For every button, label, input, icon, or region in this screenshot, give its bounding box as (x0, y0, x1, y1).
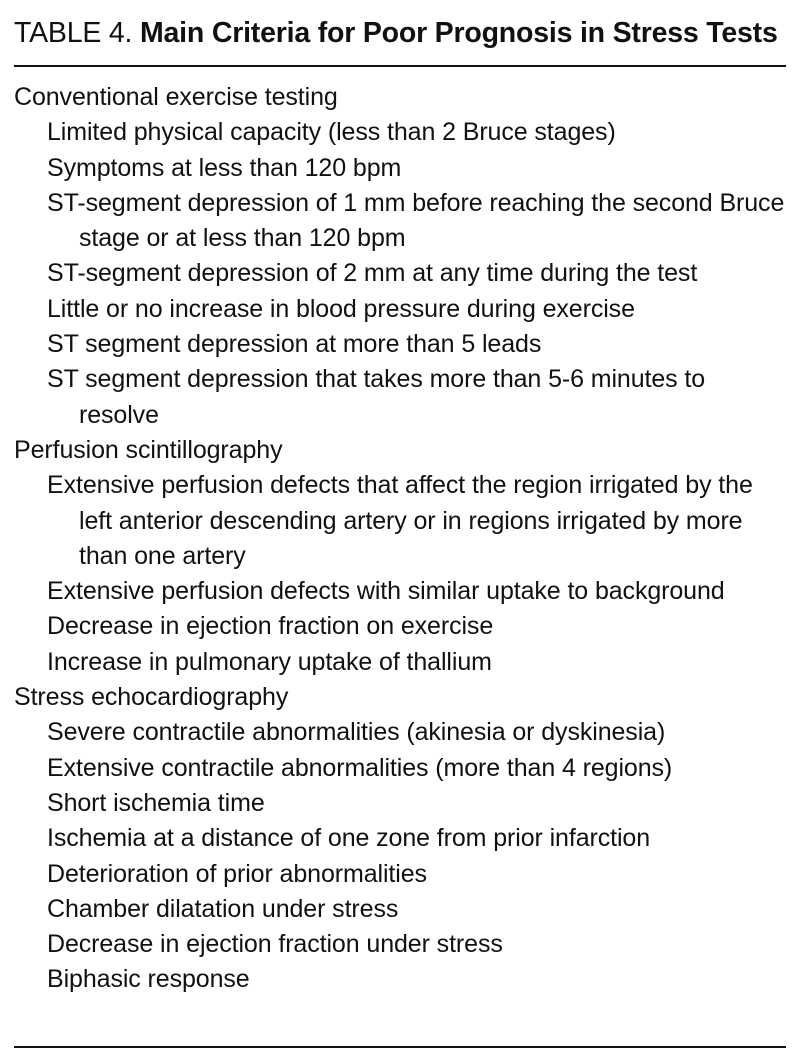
table-row: Little or no increase in blood pressure during exercise (47, 294, 635, 323)
table-row: ST-segment depression of 2 mm at any time during the test (47, 259, 698, 288)
table-caption (14, 0, 786, 53)
table-row: ST-segment depression of 1 mm before reaching the second Bruce stage or at less than 120 bpm (47, 188, 785, 253)
table-row: Extensive contractile abnormalities (more than 4 regions) (47, 753, 673, 782)
table-row: Decrease in ejection fraction under stress (47, 930, 503, 959)
section-heading: Conventional exercise testing (14, 83, 338, 111)
table-section (14, 433, 786, 680)
table-row: Biphasic response (47, 965, 250, 994)
table-row: Increase in pulmonary uptake of thallium (47, 647, 492, 676)
table-section (14, 80, 786, 433)
table-row: ST segment depression that takes more than 5-6 minutes to resolve (47, 365, 706, 429)
table-row: Ischemia at a distance of one zone from prior infarction (47, 824, 651, 853)
table-row: Chamber dilatation under stress (47, 894, 399, 923)
section-heading: Perfusion scintillography (14, 435, 283, 464)
table-row: Limited physical capacity (less than 2 Bruce stages) (47, 118, 616, 147)
criteria-table (14, 0, 786, 998)
table-row: Extensive perfusion defects with similar uptake to background (47, 577, 725, 606)
table-row: Extensive perfusion defects that affect the region irrigated by the left anterior descending artery or in regions irrigated by more than one artery (47, 471, 753, 570)
criteria-list (14, 715, 786, 997)
section-heading: Stress echocardiography (14, 683, 289, 712)
table-title: Main Criteria for Poor Prognosis in Stress Tests (139, 17, 778, 49)
criteria-list (14, 468, 786, 680)
table-row: Decrease in ejection fraction on exercise (47, 612, 494, 641)
table-body (14, 67, 786, 998)
table-row: Severe contractile abnormalities (akinesia or dyskinesia) (47, 718, 666, 747)
table-row: ST segment depression at more than 5 leads (47, 330, 542, 359)
table-row: Short ischemia time (47, 788, 265, 817)
bottom-rule (14, 1046, 786, 1048)
table-section (14, 680, 786, 998)
criteria-list (14, 115, 786, 433)
table-row: Symptoms at less than 120 bpm (47, 153, 402, 182)
table-label: TABLE 4. (14, 17, 133, 49)
table-row: Deterioration of prior abnormalities (47, 859, 427, 888)
